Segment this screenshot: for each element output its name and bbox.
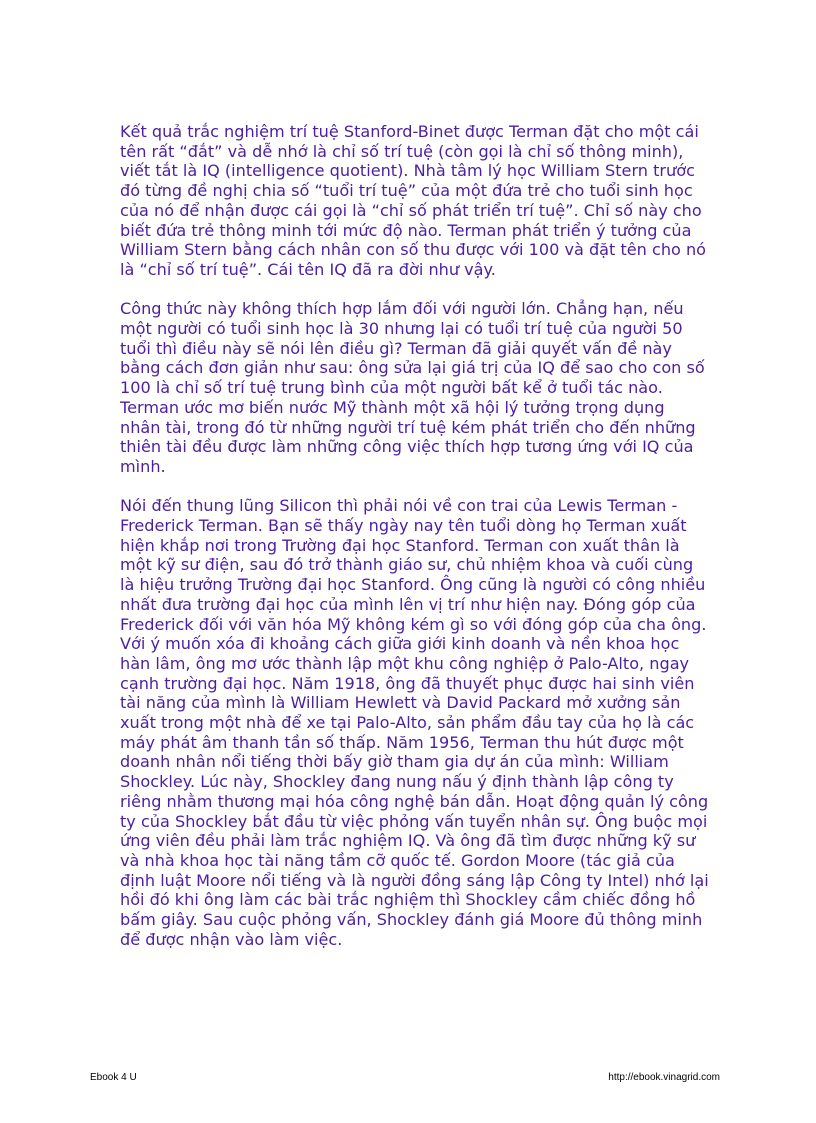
paragraph-1: Kết quả trắc nghiệm trí tuệ Stanford-Binet được Terman đặt cho một cái tên rất “đắt” và dễ nhớ là chỉ số trí tuệ (còn gọi là chỉ số thông minh), viết tắt là IQ (intelligence quotient). Nhà tâm lý học William Stern trước đó từng đề nghị chia số “tuổi trí tuệ” của một đứa trẻ cho tuổi sinh học của nó để nhận được cái gọi là “chỉ số phát triển trí tuệ”. Chỉ số này cho biết đứa trẻ thông minh tới mức độ nào. Terman phát triển ý tưởng của William Stern bằng cách nhân con số thu được với 100 và đặt tên cho nó là “chỉ số trí tuệ”. Cái tên IQ đã ra đời như vậy. — [120, 122, 707, 279]
page-body — [120, 122, 710, 950]
footer-url: http://ebook.vinagrid.com — [608, 1072, 720, 1083]
paragraph-2: Công thức này không thích hợp lắm đối với người lớn. Chẳng hạn, nếu một người có tuổi sinh học là 30 nhưng lại có tuổi trí tuệ của người 50 tuổi thì điều này sẽ nói lên điều gì? Terman đã giải quyết vấn đề này bằng cách đơn giản như sau: ông sửa lại giá trị của IQ để sao cho con số 100 là chỉ số trí tuệ trung bình của một người bất kể ở tuổi tác nào. Terman ước mơ biến nước Mỹ thành một xã hội lý tưởng trọng dụng nhân tài, trong đó từ những người trí tuệ kém phát triển cho đến những thiên tài đều được làm những công việc thích hợp tương ứng với IQ của mình. — [120, 299, 705, 476]
paragraph-3: Nói đến thung lũng Silicon thì phải nói về con trai của Lewis Terman - Frederick Terman. Bạn sẽ thấy ngày nay tên tuổi dòng họ Terman xuất hiện khắp nơi trong Trường đại học Stanford. Terman con xuất thân là một kỹ sư điện, sau đó trở thành giáo sư, chủ nhiệm khoa và cuối cùng là hiệu trưởng Trường đại học Stanford. Ông cũng là người có công nhiều nhất đưa trường đại học của mình lên vị trí như hiện nay. Đóng góp của Frederick đối với văn hóa Mỹ không kém gì so với đóng góp của cha ông. Với ý muốn xóa đi khoảng cách giữa giới kinh doanh và nền khoa học hàn lâm, ông mơ ước thành lập một khu công nghiệp ở Palo-Alto, ngay cạnh trường đại học. Năm 1918, ông đã thuyết phục được hai sinh viên tài năng của mình là William Hewlett và David Packard mở xưởng sản xuất trong một nhà để xe tại Palo-Alto, sản phẩm đầu tay của họ là các máy phát âm thanh tần số thấp. Năm 1956, Terman thu hút được một doanh nhân nổi tiếng thời bấy giờ tham gia dự án của mình: William Shockley. Lúc này, Shockley đang nung nấu ý định thành lập công ty riêng nhằm thương mại hóa công nghệ bán dẫn. Hoạt động quản lý công ty của Shockley bắt đầu từ việc phỏng vấn tuyển nhân sự. Ông buộc mọi ứng viên đều phải làm trắc nghiệm IQ. Và ông đã tìm được những kỹ sư và nhà khoa học tài năng tầm cỡ quốc tế. Gordon Moore (tác giả của định luật Moore nổi tiếng và là người đồng sáng lập Công ty Intel) nhớ lại hồi đó khi ông làm các bài trắc nghiệm thì Shockley cầm chiếc đồng hồ bấm giây. Sau cuộc phỏng vấn, Shockley đánh giá Moore đủ thông minh để được nhận vào làm việc. — [120, 496, 709, 949]
footer-source-label: Ebook 4 U — [90, 1072, 137, 1083]
